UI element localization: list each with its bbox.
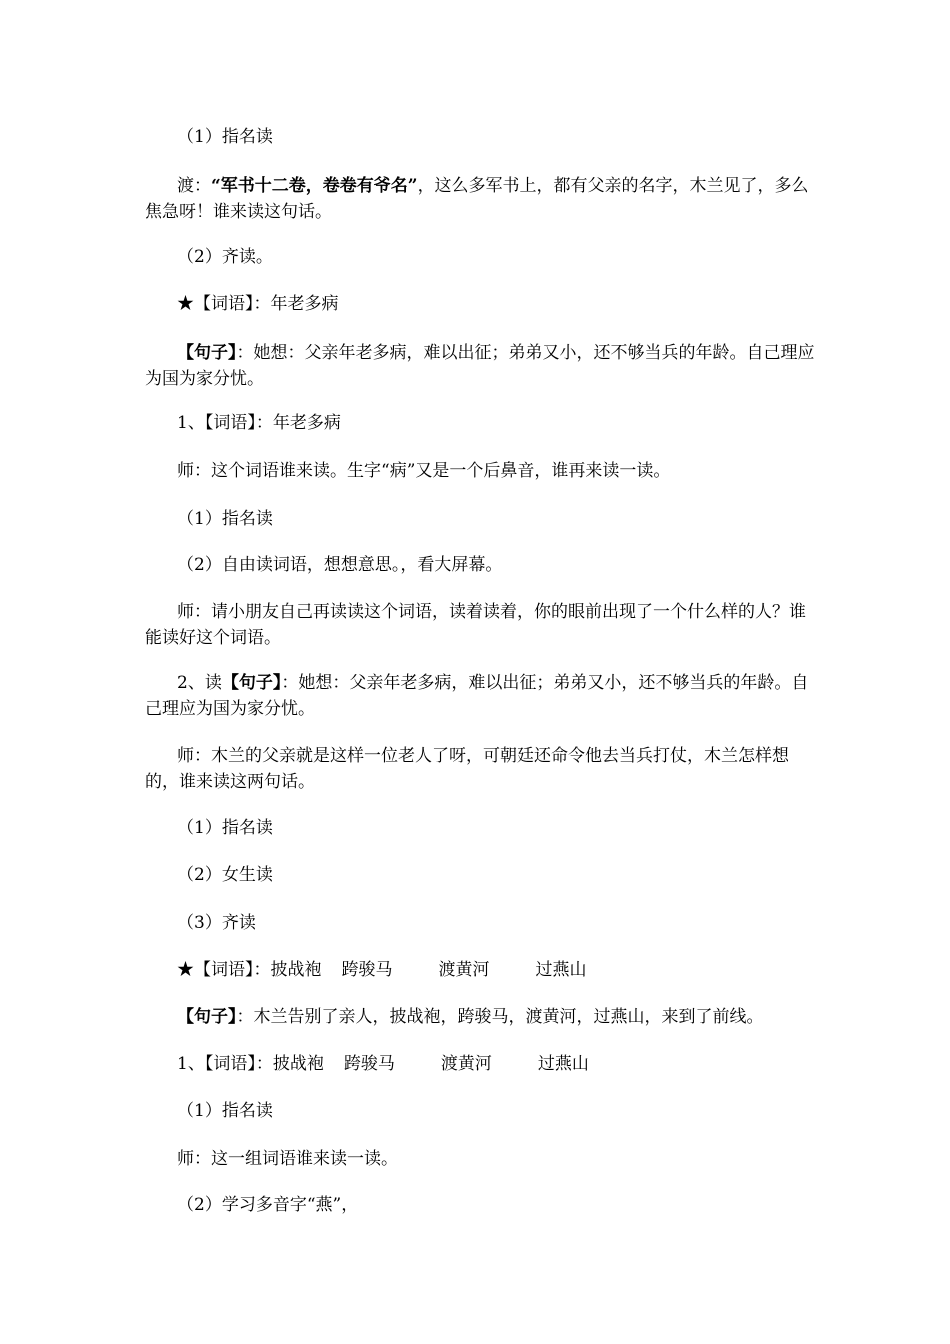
quoted-sentence: “军书十二卷，卷卷有爷名” [211,176,418,196]
paragraph-12: 师：木兰的父亲就是这样一位老人了呀，可朝廷还命令他去当兵打仗，木兰怎样想的，谁来读这两句话。 [145,746,789,792]
paragraph-2: 渡：“军书十二卷，卷卷有爷名”，这么多军书上，都有父亲的名字，木兰见了，多么焦急呀！谁来读这句话。 [145,176,809,222]
paragraph-15: （3）齐读 [177,913,256,933]
paragraph-16: ★【词语】：披战袍 跨骏马 渡黄河 过燕山 [177,960,587,980]
paragraph-1: （1）指名读 [177,127,273,147]
paragraph-4: ★【词语】：年老多病 [177,294,339,314]
paragraph-8: （1）指名读 [177,509,273,529]
paragraph-14: （2）女生读 [177,865,273,885]
paragraph-13: （1）指名读 [177,818,273,838]
paragraph-20: 师：这一组词语谁来读一读。 [177,1149,398,1169]
paragraph-9: （2）自由读词语，想想意思。，看大屏幕。 [177,555,503,575]
paragraph-19: （1）指名读 [177,1101,273,1121]
paragraph-18: 1、【词语】：披战袍 跨骏马 渡黄河 过燕山 [177,1054,589,1074]
paragraph-17: 【句子】：木兰告别了亲人，披战袍，跨骏马，渡黄河，过燕山，来到了前线。 [177,1007,764,1027]
paragraph-3: （2）齐读。 [177,247,273,267]
paragraph-5: 【句子】：她想：父亲年老多病，难以出征；弟弟又小，还不够当兵的年龄。自己理应为国为家分忧。 [145,343,815,389]
paragraph-6: 1、【词语】：年老多病 [177,413,341,433]
paragraph-11: 2、读【句子】：她想：父亲年老多病，难以出征；弟弟又小，还不够当兵的年龄。自己理应为国为家分忧。 [145,673,809,719]
paragraph-21: （2）学习多音字“燕”， [177,1195,359,1215]
paragraph-10: 师：请小朋友自己再读读这个词语，读着读着，你的眼前出现了一个什么样的人？谁能读好这个词语。 [145,602,806,648]
paragraph-7: 师：这个词语谁来读。生字“病”又是一个后鼻音，谁再来读一读。 [177,461,671,481]
